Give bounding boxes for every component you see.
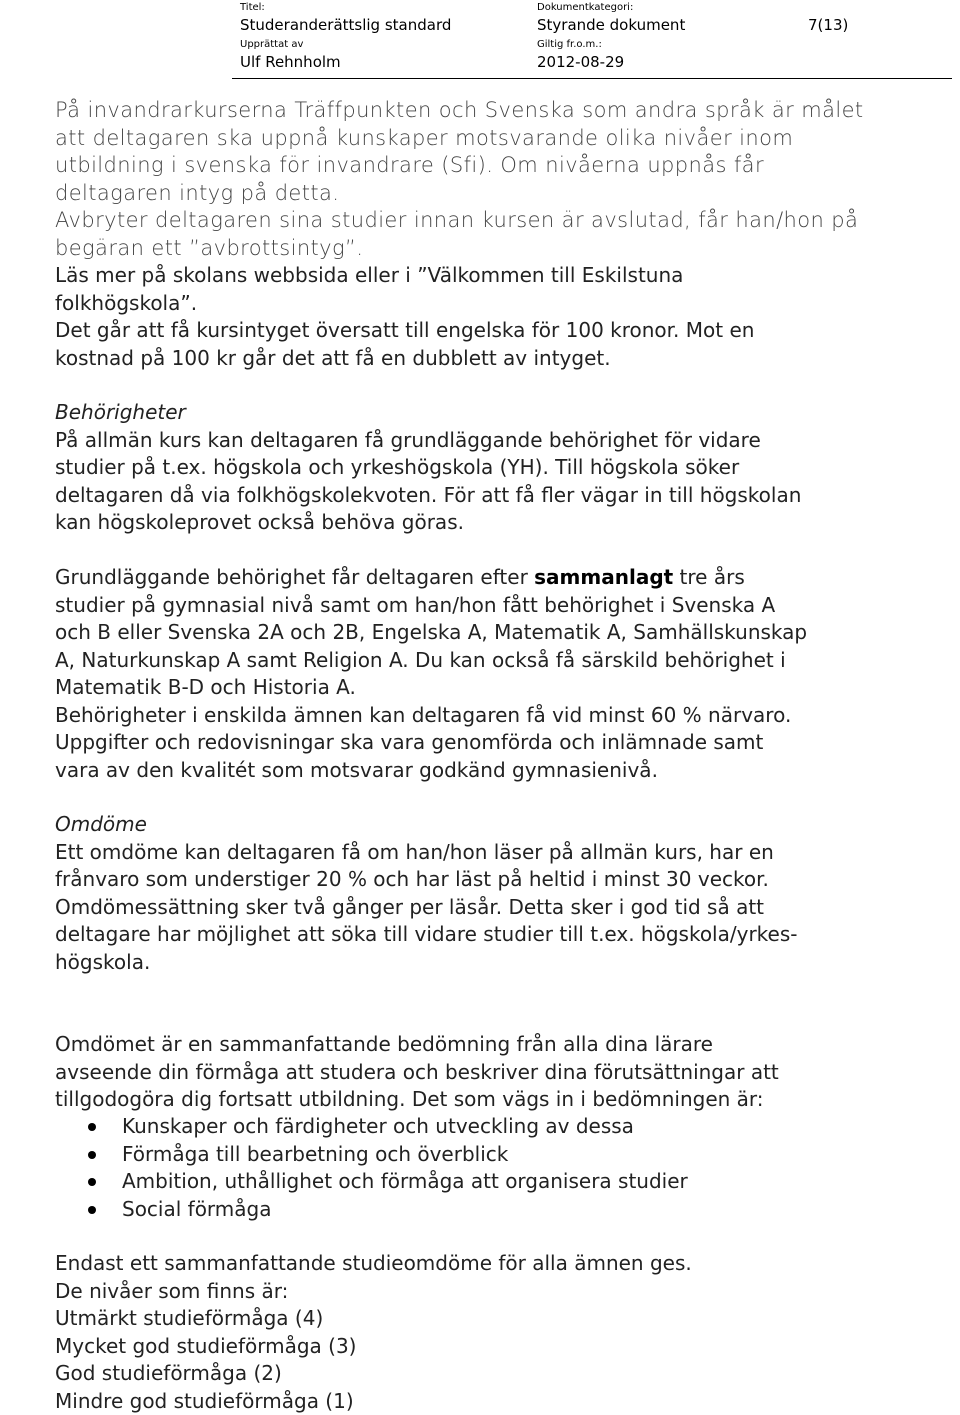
text-line: Uppgifter och redovisningar ska vara genomförda och inlämnade samt xyxy=(55,729,915,757)
page-number: 7(13) xyxy=(808,16,848,34)
level-item: God studieförmåga (2) xyxy=(55,1360,915,1388)
omdome-section xyxy=(55,811,915,976)
text-line: Omdömessättning sker två gånger per läsår. Detta sker i god tid så att xyxy=(55,894,915,922)
list-item xyxy=(55,1141,688,1169)
criteria-list xyxy=(55,1113,688,1223)
text-line: kan högskoleprovet också behöva göras. xyxy=(55,509,915,537)
valid-label: Giltig fr.o.m.: xyxy=(537,39,602,51)
text-line xyxy=(55,564,915,592)
author-label: Upprättat av xyxy=(240,39,303,51)
section-heading: Omdöme xyxy=(55,811,915,839)
text-line: och B eller Svenska 2A och 2B, Engelska A, Matematik A, Samhällskunskap xyxy=(55,619,915,647)
valid-value: 2012-08-29 xyxy=(537,53,624,71)
nivaer-paragraph xyxy=(55,1250,915,1415)
text-line: De nivåer som finns är: xyxy=(55,1278,915,1306)
text-line: folkhögskola”. xyxy=(55,290,915,318)
level-item: Mycket god studieförmåga (3) xyxy=(55,1333,915,1361)
text-line: Avbryter deltagaren sina studier innan kursen är avslutad, får han/hon på xyxy=(55,207,915,235)
text-line: Endast ett sammanfattande studieomdöme för alla ämnen ges. xyxy=(55,1250,915,1278)
sammanfattning-paragraph xyxy=(55,1031,915,1114)
bold-word: sammanlagt xyxy=(534,565,673,589)
text-line: deltagare har möjlighet att söka till vidare studier till t.ex. högskola/yrkes- xyxy=(55,921,915,949)
text-line: studier på t.ex. högskola och yrkeshögskola (YH). Till högskola söker xyxy=(55,454,915,482)
document-header xyxy=(0,0,960,80)
bullet-icon xyxy=(88,1206,96,1214)
title-value: Studeranderättslig standard xyxy=(240,16,451,34)
text-line: Läs mer på skolans webbsida eller i ”Välkommen till Eskilstuna xyxy=(55,262,915,290)
list-item-text: Förmåga till bearbetning och överblick xyxy=(122,1142,508,1166)
behorigheter-section xyxy=(55,399,915,537)
text-line: högskola. xyxy=(55,949,915,977)
text-line: kostnad på 100 kr går det att få en dubblett av intyget. xyxy=(55,345,915,373)
grund-paragraph xyxy=(55,564,915,784)
level-item: Mindre god studieförmåga (1) xyxy=(55,1388,915,1415)
category-label: Dokumentkategori: xyxy=(537,2,633,14)
text-line: Omdömet är en sammanfattande bedömning från alla dina lärare xyxy=(55,1031,915,1059)
text-line: deltagaren intyg på detta. xyxy=(55,180,915,208)
text-line: Matematik B-D och Historia A. xyxy=(55,674,915,702)
text-line: tillgodogöra dig fortsatt utbildning. Det som vägs in i bedömningen är: xyxy=(55,1086,915,1114)
intro-paragraph xyxy=(55,97,915,262)
text-line: På invandrarkurserna Träffpunkten och Svenska som andra språk är målet xyxy=(55,97,915,125)
text-line: På allmän kurs kan deltagaren få grundläggande behörighet för vidare xyxy=(55,427,915,455)
list-item xyxy=(55,1168,688,1196)
list-item xyxy=(55,1196,688,1224)
category-value: Styrande dokument xyxy=(537,16,685,34)
text-line: Ett omdöme kan deltagaren få om han/hon läser på allmän kurs, har en xyxy=(55,839,915,867)
list-item-text: Ambition, uthållighet och förmåga att organisera studier xyxy=(122,1169,688,1193)
text-span: tre års xyxy=(673,565,745,589)
header-rule xyxy=(232,78,952,79)
bullet-icon xyxy=(88,1151,96,1159)
title-label: Titel: xyxy=(240,2,265,14)
text-line: studier på gymnasial nivå samt om han/hon fått behörighet i Svenska A xyxy=(55,592,915,620)
author-value: Ulf Rehnholm xyxy=(240,53,341,71)
text-line: Behörigheter i enskilda ämnen kan deltagaren få vid minst 60 % närvaro. xyxy=(55,702,915,730)
text-line: vara av den kvalitét som motsvarar godkänd gymnasienivå. xyxy=(55,757,915,785)
text-line: avseende din förmåga att studera och beskriver dina förutsättningar att xyxy=(55,1059,915,1087)
bullet-icon xyxy=(88,1123,96,1131)
text-span: Grundläggande behörighet får deltagaren efter xyxy=(55,565,534,589)
text-line: utbildning i svenska för invandrare (Sfi). Om nivåerna uppnås får xyxy=(55,152,915,180)
list-item-text: Social förmåga xyxy=(122,1197,272,1221)
text-line: frånvaro som understiger 20 % och har läst på heltid i minst 30 veckor. xyxy=(55,866,915,894)
text-line: att deltagaren ska uppnå kunskaper motsvarande olika nivåer inom xyxy=(55,125,915,153)
text-line: deltagaren då via folkhögskolekvoten. För att få fler vägar in till högskolan xyxy=(55,482,915,510)
level-item: Utmärkt studieförmåga (4) xyxy=(55,1305,915,1333)
text-line: A, Naturkunskap A samt Religion A. Du kan också få särskild behörighet i xyxy=(55,647,915,675)
list-item xyxy=(55,1113,688,1141)
bullet-icon xyxy=(88,1178,96,1186)
list-item-text: Kunskaper och färdigheter och utveckling av dessa xyxy=(122,1114,634,1138)
section-heading: Behörigheter xyxy=(55,399,915,427)
text-line: Det går att få kursintyget översatt till engelska för 100 kronor. Mot en xyxy=(55,317,915,345)
text-line: begäran ett ”avbrottsintyg”. xyxy=(55,235,915,263)
info-paragraph xyxy=(55,262,915,372)
